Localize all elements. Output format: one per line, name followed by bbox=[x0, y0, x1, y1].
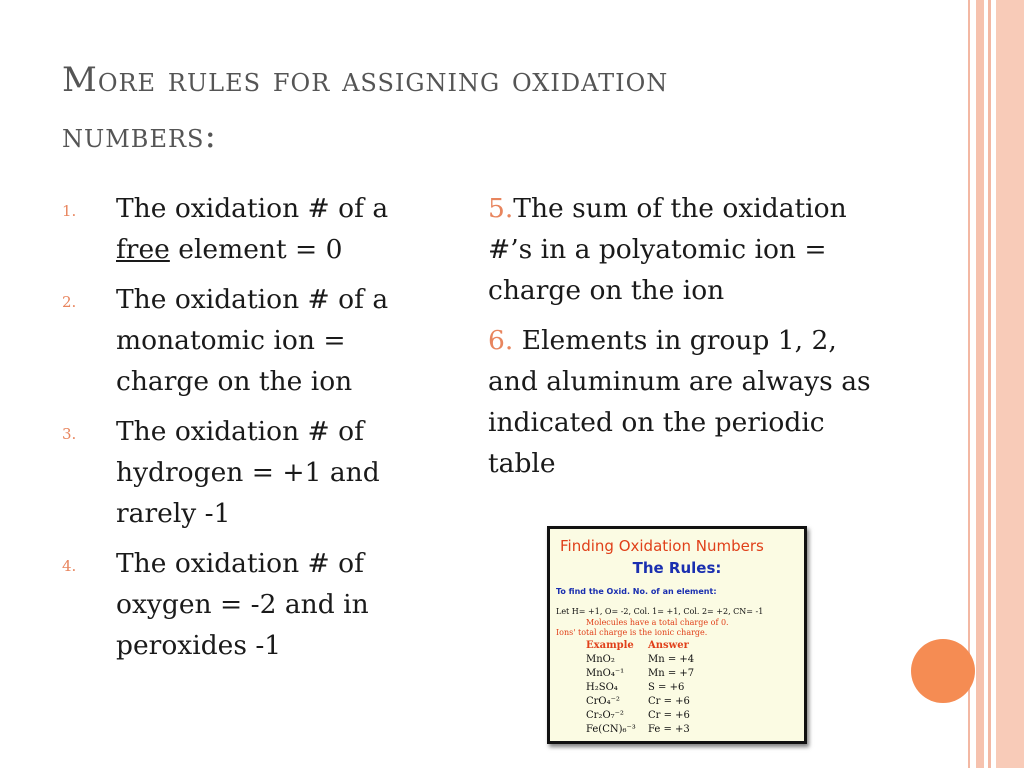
inset-subtitle: The Rules: bbox=[632, 559, 722, 577]
stripe bbox=[988, 0, 991, 768]
rule-text: The oxidation # of a monatomic ion = charge on the ion bbox=[116, 284, 389, 397]
rule-text-part: element = 0 bbox=[169, 234, 343, 265]
rule-text-part: The sum of the oxidation #’s in a polyatomic ion = charge on the ion bbox=[488, 193, 847, 306]
rule-item-1 bbox=[62, 188, 442, 270]
rule-text bbox=[116, 188, 442, 270]
table-row bbox=[586, 681, 728, 695]
answer-cell: S = +6 bbox=[648, 682, 685, 693]
answer-cell: Cr = +6 bbox=[648, 696, 690, 707]
rule-number: 2. bbox=[62, 293, 77, 311]
rule-number: 3. bbox=[62, 425, 77, 443]
table-row bbox=[586, 723, 728, 737]
rule-text: The oxidation # of oxygen = -2 and in peroxides -1 bbox=[116, 548, 369, 661]
inset-intro: To find the Oxid. No. of an element: bbox=[556, 587, 717, 596]
table-row bbox=[586, 695, 728, 709]
rule-number: 6. bbox=[488, 325, 514, 356]
rule-item-5 bbox=[488, 188, 888, 311]
rule-number: 4. bbox=[62, 557, 77, 575]
rule-item-4 bbox=[62, 543, 442, 666]
stripe bbox=[976, 0, 984, 768]
table-row bbox=[586, 667, 728, 681]
column-header-example: Example bbox=[586, 640, 634, 651]
rule-text: The oxidation # of hydrogen = +1 and rarely -1 bbox=[116, 416, 380, 529]
rules-inset-image bbox=[547, 526, 807, 744]
rule-number: 1. bbox=[62, 202, 77, 220]
underlined-word: free bbox=[116, 234, 170, 265]
inset-title: Finding Oxidation Numbers bbox=[560, 537, 764, 555]
right-rules-list bbox=[488, 188, 888, 493]
rule-text-part: Elements in group 1, 2, and aluminum are always as indicated on the periodic table bbox=[488, 325, 871, 479]
answer-cell: Mn = +4 bbox=[648, 654, 695, 665]
inset-note: Ions' total charge is the ionic charge. bbox=[556, 628, 708, 637]
rule-item-6 bbox=[488, 320, 888, 484]
table-row bbox=[586, 709, 728, 723]
decorative-stripes bbox=[968, 0, 1024, 768]
inset-rule-line: Let H= +1, O= -2, Col. 1= +1, Col. 2= +2, CN= -1 bbox=[556, 607, 764, 616]
left-rules-list bbox=[62, 188, 442, 675]
rule-item-2 bbox=[62, 279, 442, 402]
stripe bbox=[996, 0, 1024, 768]
table-header bbox=[586, 639, 728, 653]
table-row bbox=[586, 653, 728, 667]
answer-cell: Fe = +3 bbox=[648, 724, 690, 735]
example-cell: H₂SO₄ bbox=[586, 682, 618, 693]
answer-cell: Mn = +7 bbox=[648, 668, 695, 679]
example-cell: MnO₄⁻¹ bbox=[586, 668, 625, 679]
rule-item-3 bbox=[62, 411, 442, 534]
example-cell: Cr₂O₇⁻² bbox=[586, 710, 624, 721]
slide-title: More rules for assigning oxidation numbers: bbox=[62, 60, 669, 156]
example-cell: Fe(CN)₆⁻³ bbox=[586, 724, 636, 735]
example-cell: CrO₄⁻² bbox=[586, 696, 620, 707]
example-cell: MnO₂ bbox=[586, 654, 615, 665]
rule-text-part: The oxidation # of a bbox=[116, 193, 389, 224]
rule-text bbox=[488, 320, 888, 484]
rule-number: 5. bbox=[488, 193, 514, 224]
example-table bbox=[586, 639, 728, 737]
answer-cell: Cr = +6 bbox=[648, 710, 690, 721]
column-header-answer: Answer bbox=[648, 640, 689, 651]
rule-text bbox=[488, 188, 888, 311]
decorative-circle bbox=[911, 639, 975, 703]
inset-note: Molecules have a total charge of 0. bbox=[586, 618, 729, 627]
